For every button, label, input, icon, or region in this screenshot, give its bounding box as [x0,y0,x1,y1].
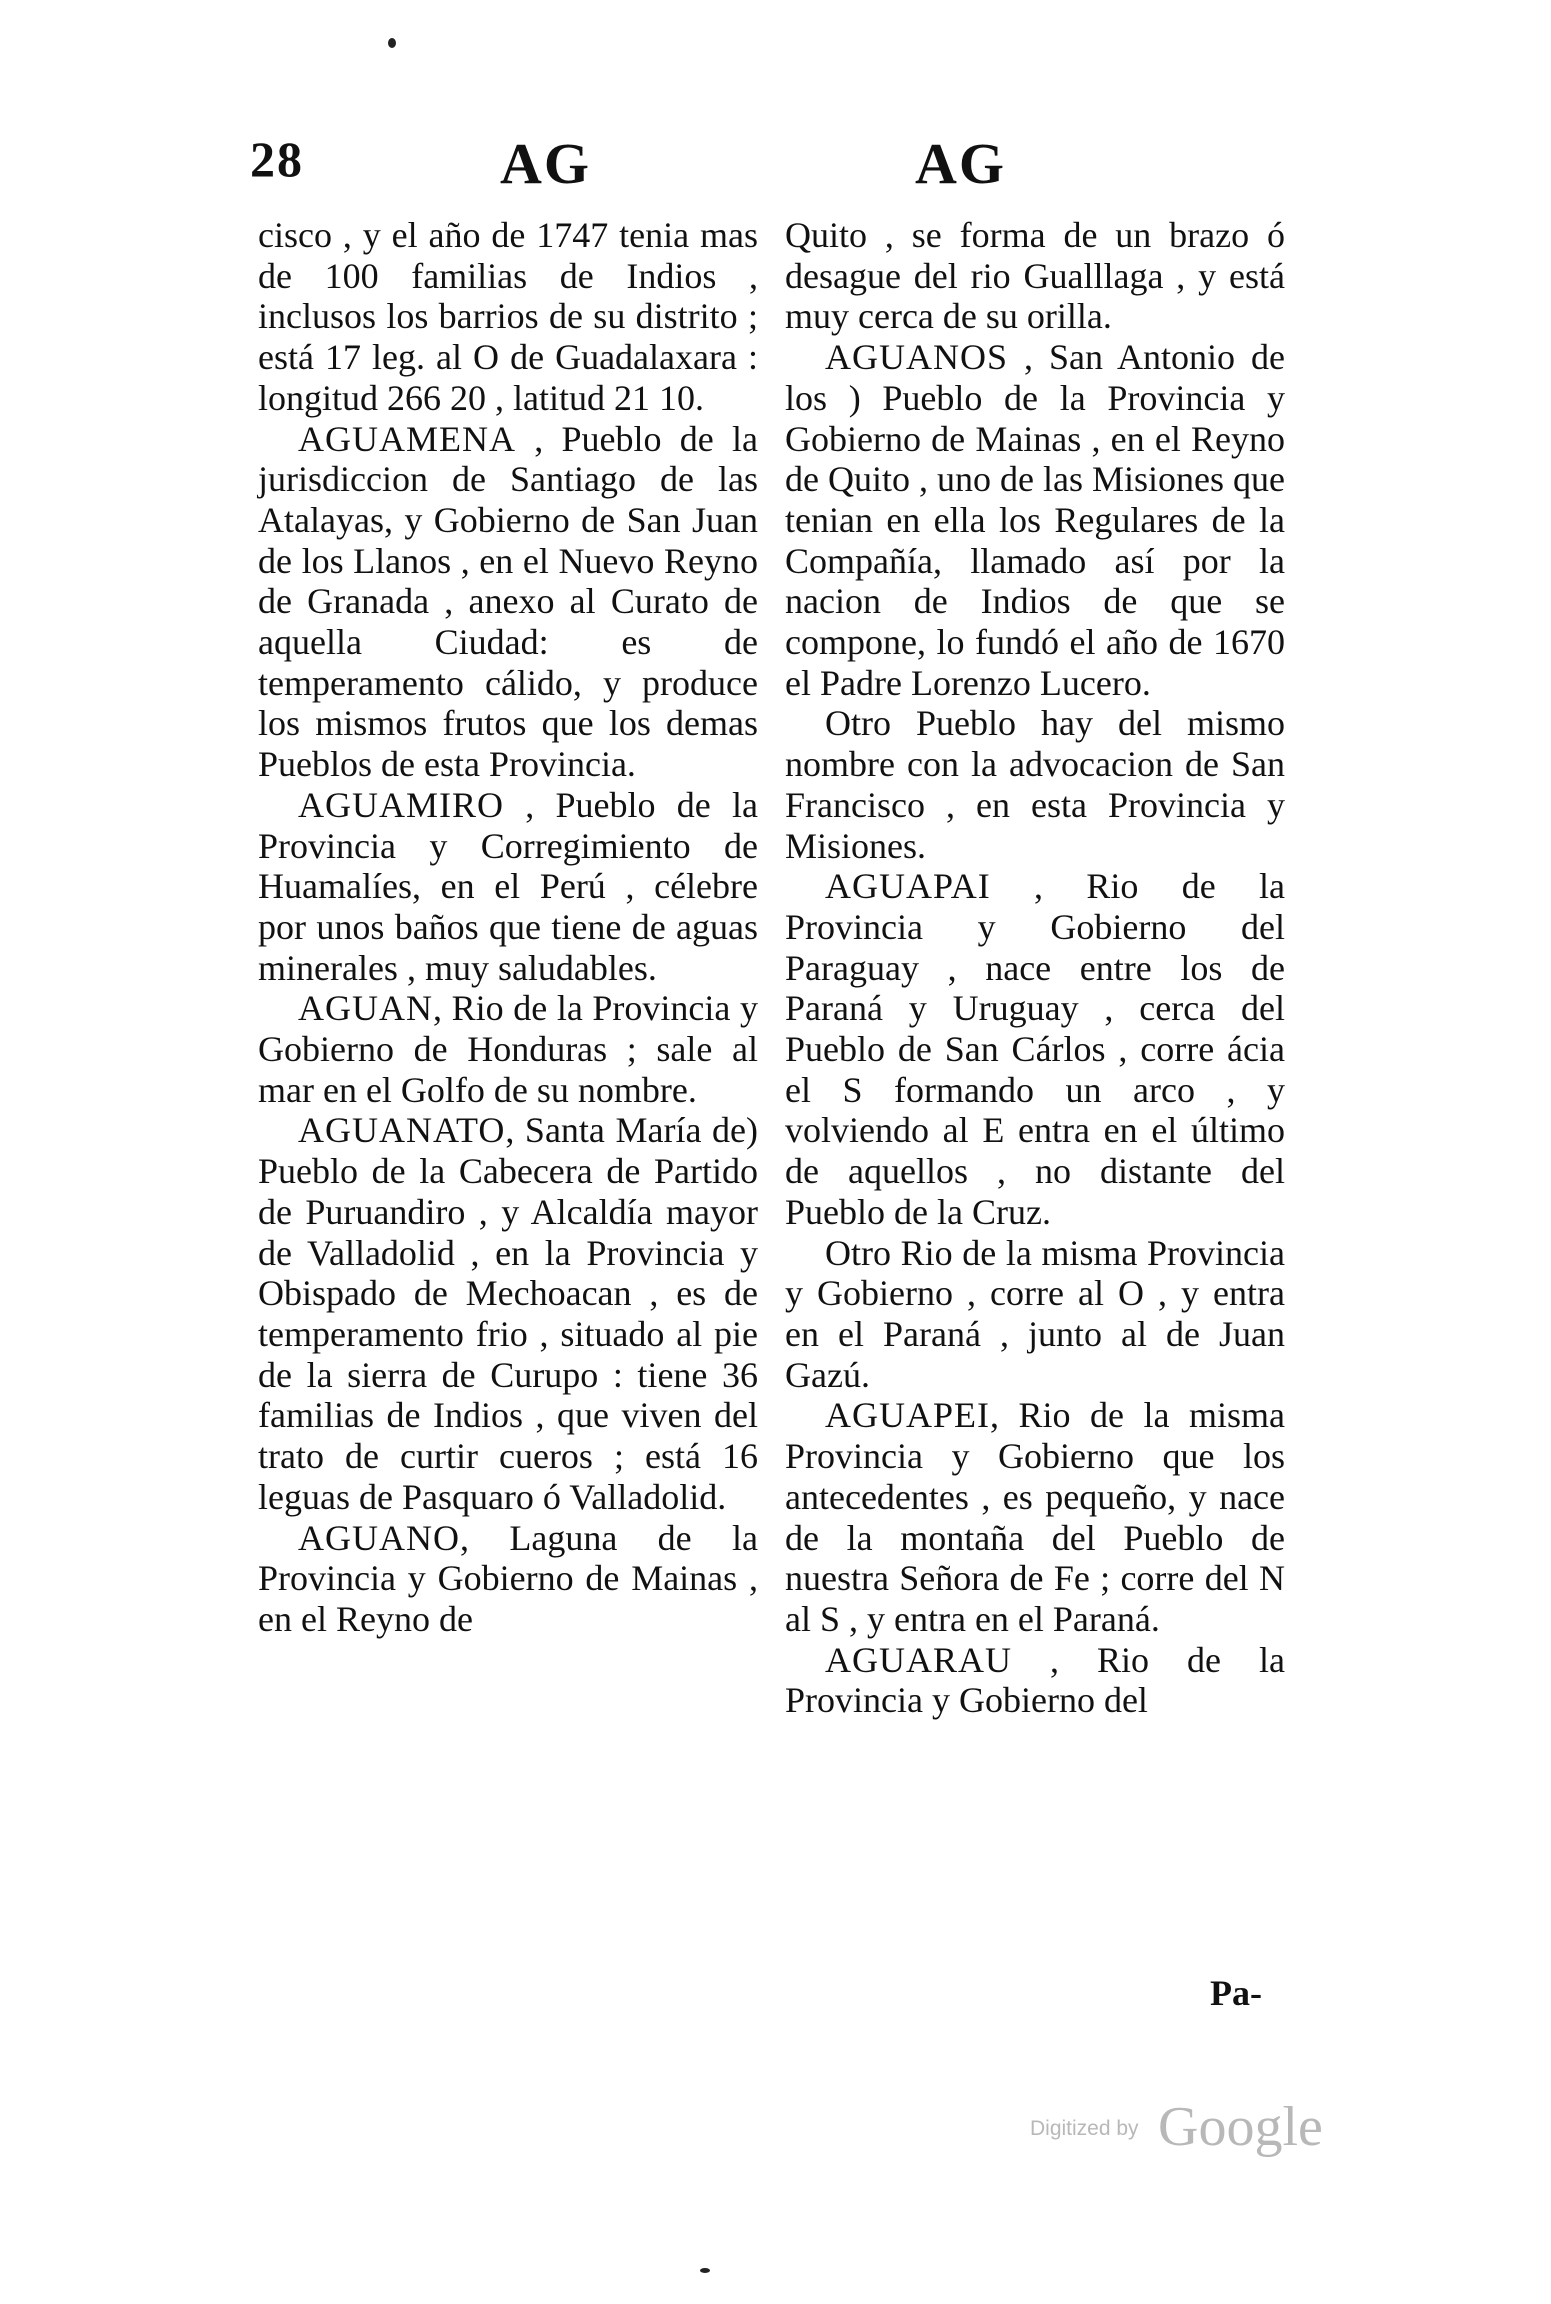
entry-text: , Rio de la Provincia y Gobierno del [785,1639,1285,1721]
entry-text: Otro Rio de la misma Provincia y Gobierno , corre al O , y entra en el Paraná , junto al de Juan Gazú. [785,1232,1285,1395]
dictionary-paragraph [258,785,758,989]
watermark-prefix: Digitized by [1030,2117,1139,2140]
entry-headword: AGUAMENA [298,418,516,459]
dictionary-paragraph [785,215,1285,337]
entry-text: , Rio de la Provincia y Gobierno de Honduras ; sale al mar en el Golfo de su nombre. [258,988,758,1110]
page-number: 28 [250,131,304,187]
catchword: Pa- [1210,1973,1262,2013]
entry-headword: AGUAPAI [825,866,991,907]
dictionary-paragraph [785,866,1285,1232]
entry-headword: AGUAN [298,988,433,1029]
right-running-heading: AG [915,131,1006,196]
dictionary-paragraph [258,1518,758,1640]
entry-text: , San Antonio de los ) Pueblo de la Provincia y Gobierno de Mainas , en el Reyno de Quito , uno de las Misiones que tenian en ella los Regulares de la Compañía, llamado así por la nacion de Indios de que se compone, lo fundó el año de 1670 el Padre Lorenzo Lucero. [785,337,1285,703]
entry-headword: AGUAPEI [825,1395,990,1436]
dictionary-paragraph [785,337,1285,703]
digitized-watermark [1030,2095,1360,2165]
entry-text: Quito , se forma de un brazo ó desague del rio Gualllaga , y está muy cerca de su orilla. [785,215,1285,337]
entry-text: , Pueblo de la Provincia y Corregimiento de Huamalíes, en el Perú , célebre por unos baños que tiene de aguas minerales , muy saludables. [258,784,758,988]
dictionary-paragraph [785,1640,1285,1721]
entry-headword: AGUAMIRO [298,784,504,825]
dictionary-paragraph [258,215,758,419]
entry-text: , Rio de la Provincia y Gobierno del Paraguay , nace entre los de Paraná y Uruguay , cerca del Pueblo de San Cárlos , corre ácia el S formando un arco , y volviendo al E entra en el último de aquellos , no distante del Pueblo de la Cruz. [785,866,1285,1232]
entry-text: , Laguna de la Provincia y Gobierno de Mainas , en el Reyno de [258,1517,758,1639]
dictionary-paragraph [258,988,758,1110]
ink-speck [388,38,396,48]
left-running-heading: AG [500,131,591,196]
dictionary-paragraph [785,1395,1285,1639]
dictionary-paragraph [785,1233,1285,1396]
right-text-column [785,215,1285,1721]
dictionary-paragraph [258,1110,758,1517]
entry-text: cisco , y el año de 1747 tenia mas de 100 familias de Indios , inclusos los barrios de su distrito ; está 17 leg. al O de Guadalaxara : longitud 266 20 , latitud 21 10. [258,215,758,418]
google-logo: Google [1158,2096,1323,2158]
entry-text: Otro Pueblo hay del mismo nombre con la advocacion de San Francisco , en esta Provincia y Misiones. [785,703,1285,866]
entry-headword: AGUARAU [825,1639,1012,1680]
entry-headword: AGUANO [298,1517,460,1558]
dictionary-paragraph [258,419,758,785]
entry-text: , Rio de la misma Provincia y Gobierno que los antecedentes , es pequeño, y nace de la montaña del Pueblo de nuestra Señora de Fe ; corre del N al S , y entra en el Paraná. [785,1395,1285,1639]
running-head [250,130,1280,210]
entry-headword: AGUANATO [298,1110,506,1151]
entry-headword: AGUANOS [825,337,1009,378]
left-text-column [258,215,758,1640]
entry-text: , Pueblo de la jurisdiccion de Santiago de las Atalayas, y Gobierno de San Juan de los Llanos , en el Nuevo Reyno de Granada , anexo al Curato de aquella Ciudad: es de temperamento cálido, y produce los mismos frutos que los demas Pueblos de esta Provincia. [258,418,758,785]
entry-text: , Santa María de) Pueblo de la Cabecera de Partido de Puruandiro , y Alcaldía mayor de Valladolid , en la Provincia y Obispado de Mechoacan , es de temperamento frio , situado al pie de la sierra de Curupo : tiene 36 familias de Indios , que viven del trato de curtir cueros ; está 16 leguas de Pasquaro ó Valladolid. [258,1110,758,1517]
dictionary-paragraph [785,703,1285,866]
ink-speck [700,2268,710,2273]
